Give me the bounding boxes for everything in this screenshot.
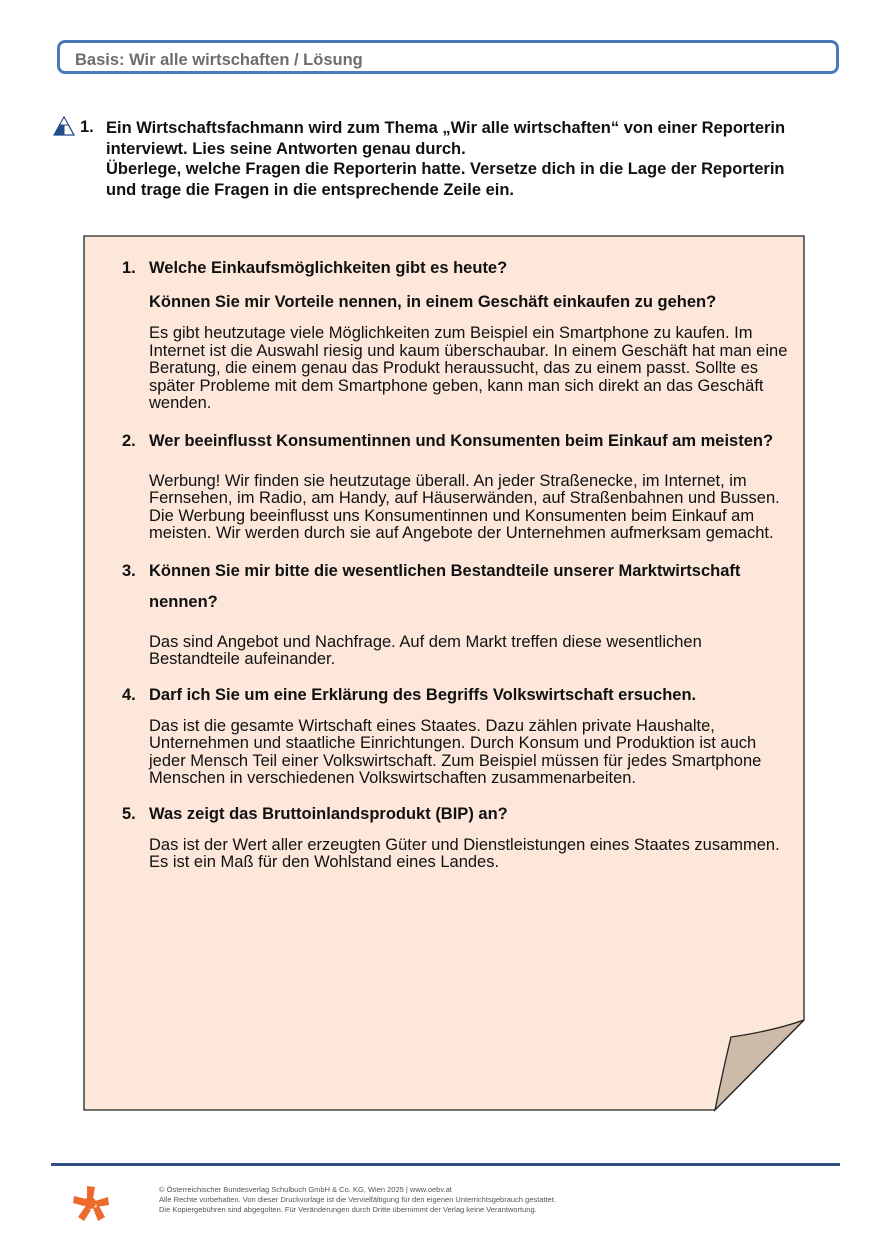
task-line: Ein Wirtschaftsfachmann wird zum Thema „Wir alle wirtschaften“ von einer Reporterin — [106, 119, 786, 137]
question-text: Was zeigt das Bruttoinlandsprodukt (BIP) an? — [149, 804, 508, 823]
copyright-line: Alle Rechte vorbehalten. Von dieser Druckvorlage ist die Vervielfältigung für den eigenen Unterrichtsgebrauch gestattet. — [159, 1195, 556, 1204]
question — [122, 426, 797, 457]
task-number: 1. — [80, 118, 94, 136]
question-followup — [122, 292, 797, 313]
question — [122, 556, 797, 618]
copyright-notice — [159, 1185, 556, 1215]
task-line: und trage die Fragen in die entsprechende Zeile ein. — [106, 180, 515, 199]
interview-item — [122, 258, 797, 413]
question-text: Können Sie mir bitte die wesentlichen Bestandteile unserer Marktwirtschaft nennen? — [149, 561, 741, 611]
answer: Das ist der Wert aller erzeugten Güter und Dienstleistungen eines Staates zusammen. Es ist ein Maß für den Wohlstand eines Landes. — [149, 835, 780, 871]
answer: Das ist die gesamte Wirtschaft eines Staates. Dazu zählen private Haushalte, Unternehmen und staatliche Einrichtungen. Durch Konsum und Produktion ist auch jeder Mensch Teil einer Volkswirtschaft. Zum Beispiel müssen für jedes Smartphone Menschen in verschiedenen Volkswirtschaften zusammenarbeiten. — [149, 716, 762, 787]
interview-content — [122, 258, 797, 886]
answer: Es gibt heutzutage viele Möglichkeiten zum Beispiel ein Smartphone zu kaufen. Im Internet ist die Auswahl riesig und kaum überschaubar. In einem Geschäft hat man eine Beratung, die einem genau das Produkt heraussucht, das zu einem passt. Sollte es später Probleme mit dem Smartphone geben, kann man sich direkt an das Geschäft wenden. — [149, 324, 788, 412]
copyright-line: © Österreichischer Bundesverlag Schulbuch GmbH & Co. KG, Wien 2025 | www.oebv.at — [159, 1185, 452, 1194]
header-box — [57, 40, 839, 74]
interview-item — [122, 804, 797, 872]
question-number: 4. — [122, 685, 136, 704]
publisher-logo-icon — [71, 1184, 111, 1224]
question-number: 1. — [122, 259, 136, 277]
task-line: Überlege, welche Fragen die Reporterin hatte. Versetze dich in die Lage der Reporterin — [106, 160, 785, 178]
footer-divider — [51, 1163, 840, 1166]
interview-item — [122, 685, 797, 788]
difficulty-level-icon — [53, 116, 75, 136]
question-number: 5. — [122, 804, 136, 823]
question — [122, 804, 797, 825]
answer: Werbung! Wir finden sie heutzutage überall. An jeder Straßenecke, im Internet, im Fernsehen, im Radio, am Handy, auf Häuserwänden, auf Straßenbahnen und Bussen. Die Werbung beeinflusst uns Konsumentinnen und Konsumenten beim Einkauf am meisten. Wir werden durch sie auf Angebote der Unternehmen aufmerksam gemacht. — [149, 471, 780, 542]
page-title: Basis: Wir alle wirtschaften / Lösung — [75, 51, 363, 69]
task-line: interviewt. Lies seine Antworten genau durch. — [106, 139, 466, 158]
task-instructions — [106, 118, 856, 200]
interview-item — [122, 556, 797, 669]
question-text: Wer beeinflusst Konsumentinnen und Konsumenten beim Einkauf am meisten? — [149, 431, 774, 450]
question — [122, 258, 797, 279]
question — [122, 685, 797, 706]
answer: Das sind Angebot und Nachfrage. Auf dem Markt treffen diese wesentlichen Bestandteile aufeinander. — [149, 632, 702, 668]
copyright-line: Die Kopiergebühren sind abgegolten. Für Veränderungen durch Dritte übernimmt der Verlag keine Verantwortung. — [159, 1205, 537, 1214]
question-number: 2. — [122, 431, 136, 450]
interview-item — [122, 426, 797, 543]
question-text: Können Sie mir Vorteile nennen, in einem Geschäft einkaufen zu gehen? — [149, 293, 717, 311]
question-text: Welche Einkaufsmöglichkeiten gibt es heute? — [149, 259, 508, 277]
question-text: Darf ich Sie um eine Erklärung des Begriffs Volkswirtschaft ersuchen. — [149, 685, 697, 704]
question-number: 3. — [122, 561, 136, 580]
